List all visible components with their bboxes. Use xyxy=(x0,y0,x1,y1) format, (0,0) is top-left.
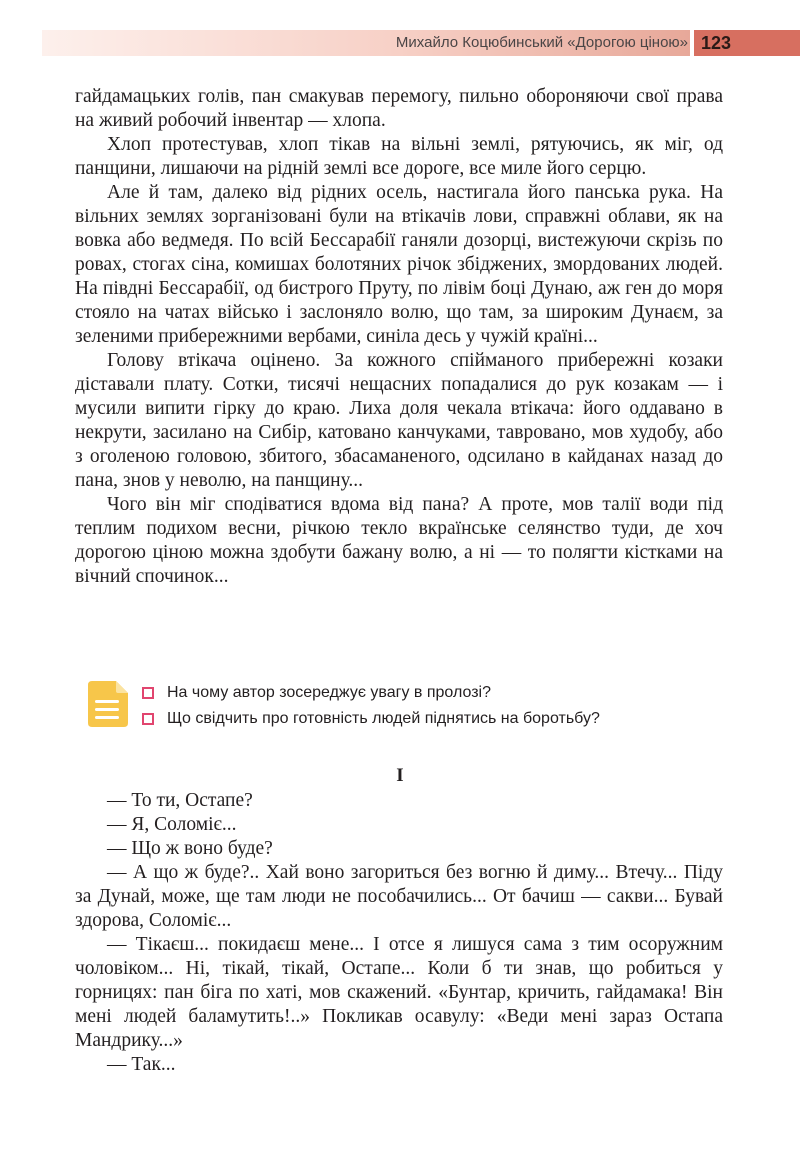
bullet-square-icon xyxy=(142,713,154,725)
dialogue-line: — Що ж воно буде? xyxy=(107,838,273,859)
dialogue-line: — Тікаєш... покидаєш мене... І отсе я лишуся сама з тим осоружним чоловіком... Ні, тікай, тікай, Остапе... Коли б ти знав, що робиться у горницях: пан біга по хаті, мов скажений. «Бунтар, кричить, гайдамака! Він мені людей баламутить!..» Покликав осавулу: «Веди мені зараз Остапа Мандрику...» xyxy=(75,934,723,1051)
paragraph: Але й там, далеко від рідних осель, настигала його панська рука. На вільних землях зорганізовані були на втікачів лови, справжні облави, як на вовка або ведмедя. По всій Бессарабії ганяли дозорці, вистежуючи скрізь по ровах, стогах сіна, комишах болотяних річок збіджених, змордованих людей. На півдні Бессарабії, од бистрого Пруту, по лівім боці Дунаю, аж ген до моря стояло на чатах військо і заслоняло волю, що там, за широким Дунаєм, за зеленими прибережними вербами, синіла десь у чужій країні... xyxy=(75,182,723,347)
list-item xyxy=(142,706,782,732)
question-list xyxy=(142,680,782,732)
dialogue-line: — Я, Соломіє... xyxy=(107,814,237,835)
question-text: На чому автор зосереджує увагу в пролозі? xyxy=(167,684,491,701)
dialogue-text xyxy=(75,789,723,1077)
question-text: Що свідчить про готовність людей піднятись на боротьбу? xyxy=(167,710,600,727)
page-number: 123 xyxy=(701,33,732,53)
running-header-title: Михайло Коцюбинський «Дорогою ціною» xyxy=(395,34,688,51)
list-item xyxy=(142,680,782,706)
dialogue-line: — То ти, Остапе? xyxy=(107,790,253,811)
paragraph: Голову втікача оцінено. За кожного спійманого прибережні козаки діставали плату. Сотки, тисячі нещасних попадалися до рук козакам — і мусили випити гірку до краю. Лиха доля чекала втікача: його оддавано в некрути, засилано на Сибір, катовано канчуками, тавровано, мов худобу, або з оголеною головою, збитого, збасаманеного, одсилано в кайданах назад до пана, знов у неволю, на панщину... xyxy=(75,350,723,491)
paragraph: Хлоп протестував, хлоп тікав на вільні землі, рятуючись, як міг, од панщини, лишаючи на рідній землі все дороге, все миле його серцю. xyxy=(75,134,723,179)
bullet-square-icon xyxy=(142,687,154,699)
chapter-heading: I xyxy=(396,765,404,786)
paragraph: гайдамацьких голів, пан смакував перемогу, пильно обороняючи свої права на живий робочий інвентар — хлопа. xyxy=(75,86,723,131)
prologue-text xyxy=(75,85,723,589)
dialogue-line: — Так... xyxy=(107,1054,176,1075)
document-icon xyxy=(86,681,128,727)
paragraph: Чого він міг сподіватися вдома від пана? А проте, мов талії води під теплим подихом весни, річкою текло вкраїнське селянство туди, де хоч дорогою ціною можна здобути бажану волю, а ні — то полягти кістками на вічний спочинок... xyxy=(75,494,723,587)
dialogue-line: — А що ж буде?.. Хай воно загориться без вогню й диму... Втечу... Піду за Дунай, може, ще там люди не пособачились... От бачиш — сакви... Бувай здорова, Соломіє... xyxy=(75,862,723,931)
